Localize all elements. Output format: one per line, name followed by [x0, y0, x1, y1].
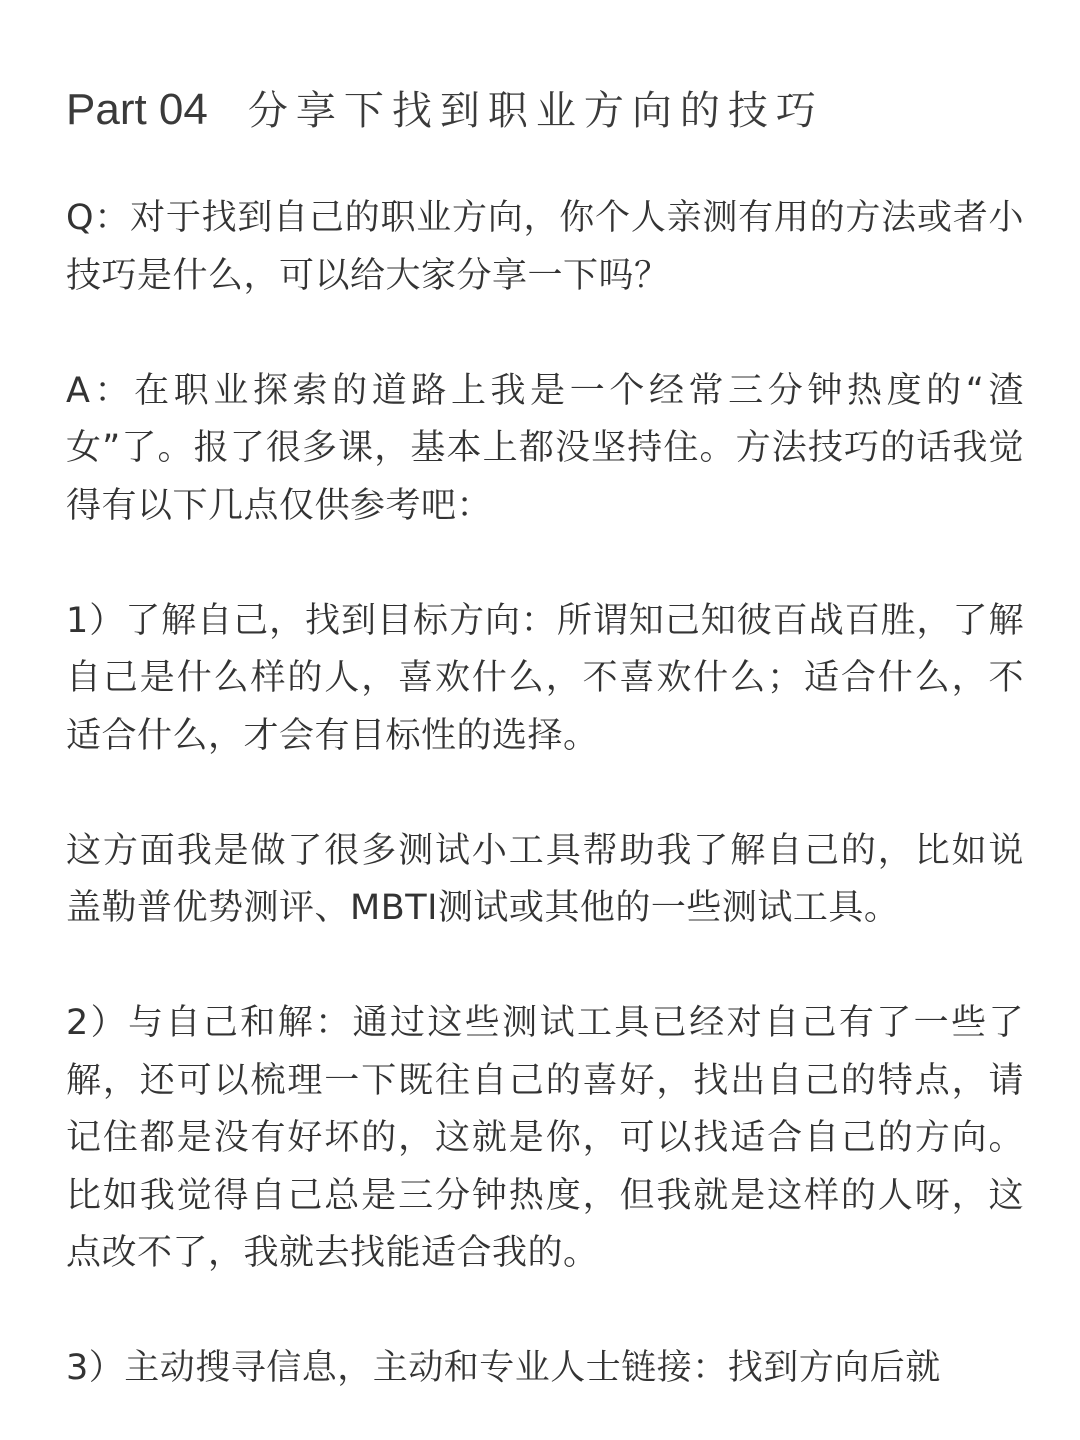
question-paragraph: Q：对于找到自己的职业方向，你个人亲测有用的方法或者小技巧是什么，可以给大家分享一下吗？ [66, 198, 1024, 296]
tip-1-detail-paragraph: 这方面我是做了很多测试小工具帮助我了解自己的，比如说盖勒普优势测评、MBTI测试或其他的一些测试工具。 [66, 830, 1024, 928]
tip-2-paragraph: 2）与自己和解：通过这些测试工具已经对自己有了一些了解，还可以梳理一下既往自己的喜好，找出自己的特点，请记住都是没有好坏的，这就是你，可以找适合自己的方向。比如我觉得自己总是三分钟热度，但我就是这样的人呀，这点改不了，我就去找能适合我的。 [66, 1003, 1024, 1273]
part-number: Part 04 [66, 85, 208, 134]
tip-1-paragraph: 1）了解自己，找到目标方向：所谓知己知彼百战百胜，了解自己是什么样的人，喜欢什么，不喜欢什么；适合什么，不适合什么，才会有目标性的选择。 [66, 600, 1024, 756]
tip-3-paragraph: 3）主动搜寻信息，主动和专业人士链接：找到方向后就 [66, 1348, 941, 1388]
section-heading: 分享下找到职业方向的技巧 [247, 88, 824, 134]
answer-paragraph: A：在职业探索的道路上我是一个经常三分钟热度的“渣女”了。报了很多课，基本上都没坚持住。方法技巧的话我觉得有以下几点仅供参考吧： [66, 370, 1024, 526]
article-body [66, 190, 1024, 1398]
section-title [66, 78, 1026, 143]
